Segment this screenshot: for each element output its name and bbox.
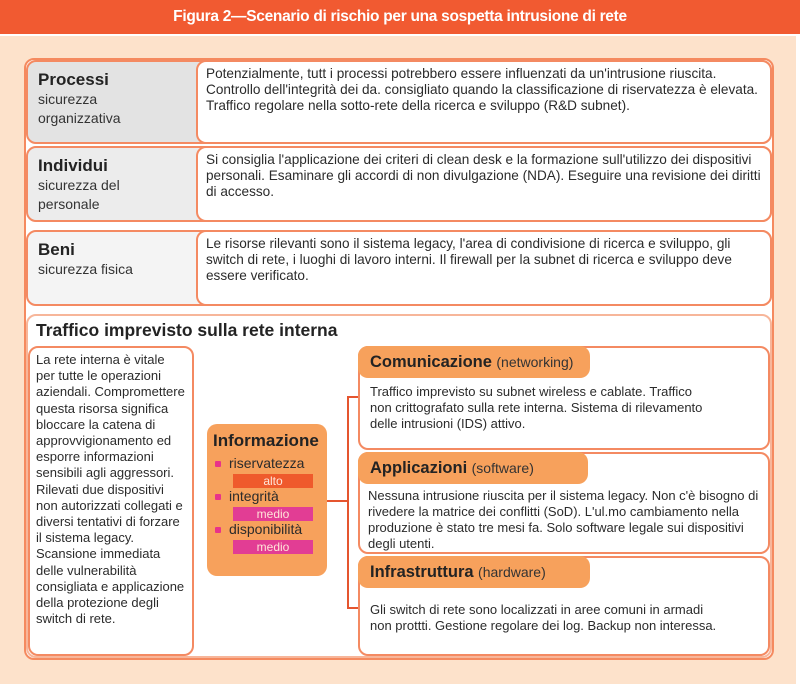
category-header xyxy=(358,556,590,588)
figure-title: Figura 2—Scenario di rischio per una sospetta intrusione di rete xyxy=(0,0,800,34)
category-name: Infrastruttura xyxy=(370,563,474,581)
row-description: Le risorse rilevanti sono il sistema legacy, l'area di condivisione di ricerca e sviluppo, gli switch di rete, i luoghi di lavoro interni. Il firewall per la subnet di ricerca e sviluppo deve essere verificato. xyxy=(196,230,772,306)
category-comunicazione xyxy=(358,346,770,450)
category-name: Comunicazione xyxy=(370,353,492,371)
category-header xyxy=(358,346,590,378)
row-title: Processi xyxy=(38,70,109,89)
row-subtitle: sicurezza del personale xyxy=(38,177,120,212)
information-label: integrità xyxy=(229,488,279,504)
connector-line xyxy=(327,500,349,502)
information-item xyxy=(213,455,323,488)
information-label: disponibilità xyxy=(229,521,303,537)
category-description: Traffico imprevisto su subnet wireless e cablate. Traffico non crittografato sulla rete interna. Sistema di rilevamento delle intrusioni (IDS) attivo. xyxy=(370,384,703,431)
category-header xyxy=(358,452,588,484)
bracket-line xyxy=(347,396,349,608)
information-title: Informazione xyxy=(213,431,319,450)
network-note: La rete interna è vitale per tutte le operazioni aziendali. Compromettere questa risorsa significa bloccare la catena di approvvigionamento ed esporre informazioni sensibili agli aggressori. Rilevati due dispositivi non autorizzati collegati e diversi tentativi di forzare il sistema legacy. Scansione immediata delle vulnerabilità consigliata e applicazione della protezione degli switch di rete. xyxy=(28,346,194,656)
category-description: Gli switch di rete sono localizzati in aree comuni in armadi non prottti. Gestione regolare dei log. Backup non interessa. xyxy=(370,602,717,633)
row-individui xyxy=(26,146,772,222)
information-item xyxy=(213,521,323,554)
bullet-icon xyxy=(215,461,221,467)
row-beni xyxy=(26,230,772,306)
information-item xyxy=(213,488,323,521)
row-title: Individui xyxy=(38,156,108,175)
category-applicazioni xyxy=(358,452,770,554)
row-subtitle: sicurezza fisica xyxy=(38,261,133,277)
level-badge-medium: medio xyxy=(233,540,313,554)
category-infrastruttura xyxy=(358,556,770,656)
category-name: Applicazioni xyxy=(370,459,468,477)
row-description: Potenzialmente, tutt i processi potrebbero essere influenzati da un'intrusione riuscita. Controllo dell'integrità dei da. consigliato quando la classificazione di riservatezza è elevata. Traffico regolare nella sotto-rete della ricerca e sviluppo (R&D subnet). xyxy=(196,60,772,144)
category-tag: (networking) xyxy=(496,354,574,370)
category-tag: (software) xyxy=(471,460,534,476)
level-badge-high: alto xyxy=(233,474,313,488)
traffic-title: Traffico imprevisto sulla rete interna xyxy=(36,320,338,340)
row-processi xyxy=(26,60,772,144)
category-tag: (hardware) xyxy=(478,564,546,580)
information-label: riservatezza xyxy=(229,455,305,471)
category-description: Nessuna intrusione riuscita per il sistema legacy. Non c'è bisogno di rivedere la matrice dei conflitti (SoD). L'ul.mo cambiamento nella produzione è stato tre mesi fa. Solo software legale sui dispositivi degli utenti. xyxy=(368,488,759,551)
row-subtitle: sicurezza organizzativa xyxy=(38,91,121,126)
information-box xyxy=(207,424,327,576)
bullet-icon xyxy=(215,494,221,500)
row-title: Beni xyxy=(38,240,75,259)
level-badge-medium: medio xyxy=(233,507,313,521)
bullet-icon xyxy=(215,527,221,533)
row-description: Si consiglia l'applicazione dei criteri di clean desk e la formazione sull'utilizzo dei dispositivi personali. Esaminare gli accordi di non divulgazione (NDA). Eseguire una revisione dei diritti di accesso. xyxy=(196,146,772,222)
